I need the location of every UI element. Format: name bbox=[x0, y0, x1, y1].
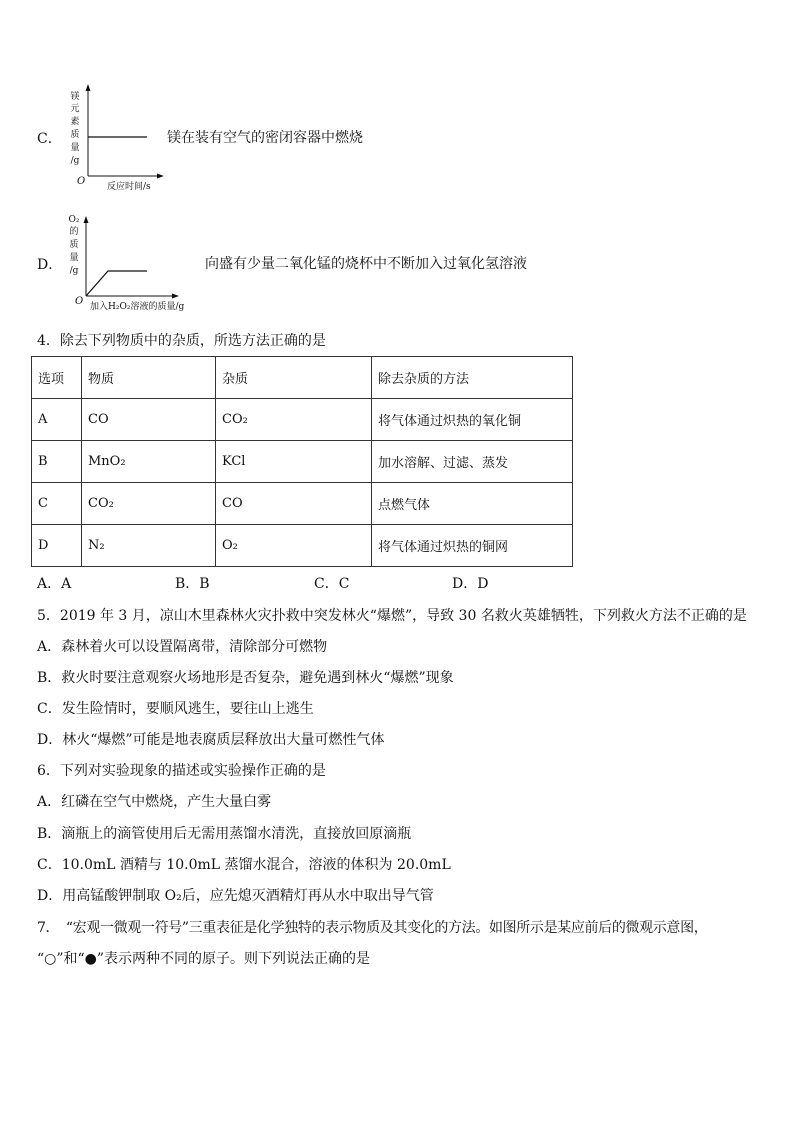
q5-option-c: C．发生险情时，要顺风逃生，要往山上逃生 bbox=[37, 701, 314, 717]
y-label-char: 质 bbox=[70, 130, 80, 140]
q6-option-a: A．红磷在空气中燃烧，产生大量白雾 bbox=[37, 794, 272, 810]
q7-line-2: “○”和“●”表示两种不同的原子。则下列说法正确的是 bbox=[37, 951, 371, 967]
y-label-char: 的 bbox=[69, 227, 79, 237]
q5-stem: 5．2019 年 3 月，凉山木里森林火灾扑救中突发林火“爆燃”，导致 30 名救火英雄牺牲，下列救火方法不正确的是 bbox=[37, 608, 747, 624]
y-label-char: 元 bbox=[70, 104, 80, 114]
graph-d-x-label: 加入H₂O₂溶液的质量/g bbox=[90, 302, 185, 312]
y-label-char: /g bbox=[70, 156, 80, 166]
table-cell: 将气体通过炽热的铜网 bbox=[372, 525, 573, 567]
table-cell: CO bbox=[216, 483, 372, 525]
q6-option-d: D．用高锰酸钾制取 O₂后，应先熄灭酒精灯再从水中取出导气管 bbox=[37, 888, 434, 904]
table-cell: 将气体通过炽热的氧化铜 bbox=[372, 399, 573, 441]
table-cell: D bbox=[32, 525, 82, 567]
y-label-char: 量 bbox=[69, 253, 79, 263]
table-header-cell: 除去杂质的方法 bbox=[372, 357, 573, 399]
q4-stem: 4．除去下列物质中的杂质，所选方法正确的是 bbox=[37, 333, 326, 349]
table-row bbox=[32, 483, 573, 525]
graph-d-description: 向盛有少量二氧化锰的烧杯中不断加入过氧化氢溶液 bbox=[205, 256, 527, 272]
q6-option-b: B．滴瓶上的滴管使用后无需用蒸馏水清洗，直接放回原滴瓶 bbox=[37, 826, 412, 842]
q6-option-c: C．10.0mL 酒精与 10.0mL 蒸馏水混合，溶液的体积为 20.0mL bbox=[37, 857, 451, 873]
table-cell: CO bbox=[82, 399, 216, 441]
q4-answer-c: C．C bbox=[314, 576, 350, 592]
graph-c-origin: O bbox=[77, 176, 86, 187]
y-label-char: /g bbox=[69, 266, 79, 276]
table-cell: O₂ bbox=[216, 525, 372, 567]
table-cell: MnO₂ bbox=[82, 441, 216, 483]
table-cell: N₂ bbox=[82, 525, 216, 567]
option-d-label: D． bbox=[37, 257, 63, 273]
table-cell: B bbox=[32, 441, 82, 483]
table-row bbox=[32, 441, 573, 483]
table-header-row bbox=[32, 357, 573, 399]
table-header-cell: 选项 bbox=[32, 357, 82, 399]
table-header-cell: 物质 bbox=[82, 357, 216, 399]
graph-d-curve bbox=[86, 271, 147, 296]
table-cell: 加水溶解、过滤、蒸发 bbox=[372, 441, 573, 483]
q4-answer-a: A．A bbox=[37, 576, 72, 592]
table-row bbox=[32, 399, 573, 441]
y-label-char: 素 bbox=[70, 117, 80, 127]
q6-stem: 6．下列对实验现象的描述或实验操作正确的是 bbox=[37, 763, 326, 779]
graph-c-x-label: 反应时间/s bbox=[107, 182, 151, 192]
graph-c-description: 镁在装有空气的密闭容器中燃烧 bbox=[167, 130, 363, 146]
q4-table bbox=[31, 356, 573, 567]
q4-answer-b: B．B bbox=[175, 576, 210, 592]
table-cell: 点燃气体 bbox=[372, 483, 573, 525]
y-label-char: O₂ bbox=[68, 215, 80, 225]
y-label-char: 量 bbox=[70, 143, 80, 153]
table-cell: CO₂ bbox=[82, 483, 216, 525]
graph-d-origin: O bbox=[75, 296, 84, 307]
table-header-cell: 杂质 bbox=[216, 357, 372, 399]
q5-option-a: A．森林着火可以设置隔离带，清除部分可燃物 bbox=[37, 639, 328, 655]
table-cell: A bbox=[32, 399, 82, 441]
option-c-label: C． bbox=[37, 131, 62, 147]
q7-line-1: 7． “宏观一微观一符号”三重表征是化学独特的表示物质及其变化的方法。如图所示是某应前后的微观示意图， bbox=[37, 920, 708, 936]
table-cell: C bbox=[32, 483, 82, 525]
y-label-char: 镁 bbox=[70, 92, 80, 102]
table-cell: KCl bbox=[216, 441, 372, 483]
y-label-char: 质 bbox=[69, 240, 79, 250]
q5-option-d: D．林火“爆燃”可能是地表腐质层释放出大量可燃性气体 bbox=[37, 732, 385, 748]
q4-answer-d: D．D bbox=[452, 576, 489, 592]
q5-option-b: B．救火时要注意观察火场地形是否复杂，避免遇到林火“爆燃”现象 bbox=[37, 670, 454, 686]
table-row bbox=[32, 525, 573, 567]
table-cell: CO₂ bbox=[216, 399, 372, 441]
